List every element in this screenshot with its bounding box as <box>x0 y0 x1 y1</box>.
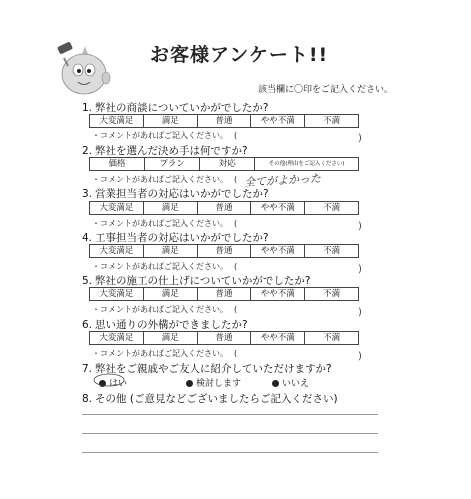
comment-close-5: ) <box>358 307 362 318</box>
question-6: 6. 思い通りの外構ができましたか? <box>82 319 248 331</box>
option-normal[interactable]: 普通 <box>198 245 252 257</box>
option-somewhat-dissatisfied[interactable]: やや不満 <box>251 288 305 300</box>
comment-line-5: ・コメントがあればご記入ください。 ( <box>92 305 238 314</box>
option-dissatisfied[interactable]: 不満 <box>323 116 341 126</box>
option-somewhat-dissatisfied[interactable]: やや不満 <box>251 202 305 214</box>
option-satisfied[interactable]: 満足 <box>144 115 198 127</box>
comment-line-6: ・コメントがあればご記入ください。 ( <box>92 349 238 358</box>
comment-line-1: ・コメントがあればご記入ください。 ( <box>92 131 238 140</box>
option-plan[interactable]: プラン <box>145 158 200 170</box>
instruction-text: 該当欄に〇印をご記入ください。 <box>258 85 394 95</box>
option-price[interactable]: 価格 <box>90 158 145 170</box>
answer-line-3[interactable] <box>82 452 378 453</box>
question-1: 1. 弊社の商談についていかがでしたか? <box>82 102 269 114</box>
radio-yes[interactable]: はい <box>99 376 127 389</box>
option-very-satisfied[interactable]: 大変満足 <box>90 332 144 344</box>
option-service[interactable]: 対応 <box>200 158 255 170</box>
question-3: 3. 営業担当者の対応はいかがでしたか? <box>82 188 269 200</box>
mascot-illustration <box>50 40 120 102</box>
question-2-options <box>89 157 359 171</box>
question-4-options <box>89 244 359 258</box>
option-somewhat-dissatisfied[interactable]: やや不満 <box>251 332 305 344</box>
option-satisfied[interactable]: 満足 <box>144 288 198 300</box>
radio-consider[interactable]: 検討します <box>186 376 241 389</box>
survey-title: お客様アンケート!! <box>150 44 329 66</box>
answer-line-1[interactable] <box>82 414 378 415</box>
option-very-satisfied[interactable]: 大変満足 <box>90 245 144 257</box>
option-dissatisfied[interactable]: 不満 <box>323 289 341 299</box>
comment-line-2: ・コメントがあればご記入ください。 ( <box>92 175 238 184</box>
handwritten-answer-2: 全てがよかった <box>243 171 322 190</box>
option-satisfied[interactable]: 満足 <box>144 332 198 344</box>
option-dissatisfied[interactable]: 不満 <box>323 246 341 256</box>
option-satisfied[interactable]: 満足 <box>144 202 198 214</box>
radio-no[interactable]: いいえ <box>272 376 309 389</box>
question-5-options <box>89 287 359 301</box>
radio-dot-icon <box>186 380 193 387</box>
question-3-options <box>89 201 359 215</box>
option-other[interactable]: その他(理由をご記入ください) <box>268 161 345 167</box>
option-normal[interactable]: 普通 <box>198 288 252 300</box>
question-4: 4. 工事担当者の対応はいかがでしたか? <box>82 232 269 244</box>
option-dissatisfied[interactable]: 不満 <box>323 333 341 343</box>
comment-line-4: ・コメントがあればご記入ください。 ( <box>92 262 238 271</box>
comment-close-1: ) <box>358 133 362 144</box>
option-satisfied[interactable]: 満足 <box>144 245 198 257</box>
question-2: 2. 弊社を選んだ決め手は何ですか? <box>82 145 248 157</box>
option-very-satisfied[interactable]: 大変満足 <box>90 115 144 127</box>
option-somewhat-dissatisfied[interactable]: やや不満 <box>251 115 305 127</box>
option-dissatisfied[interactable]: 不満 <box>323 203 341 213</box>
radio-dot-icon <box>272 380 279 387</box>
comment-close-3: ) <box>358 221 362 232</box>
question-6-options <box>89 331 359 345</box>
option-normal[interactable]: 普通 <box>198 202 252 214</box>
option-somewhat-dissatisfied[interactable]: やや不満 <box>251 245 305 257</box>
option-very-satisfied[interactable]: 大変満足 <box>90 202 144 214</box>
hand-drawn-circle-mark <box>92 372 126 388</box>
option-normal[interactable]: 普通 <box>198 115 252 127</box>
question-5: 5. 弊社の施工の仕上げについていかがでしたか? <box>82 275 311 287</box>
question-8: 8. その他 (ご意見などございましたらご記入ください) <box>82 393 338 405</box>
option-normal[interactable]: 普通 <box>198 332 252 344</box>
answer-line-2[interactable] <box>82 433 378 434</box>
comment-close-4: ) <box>358 264 362 275</box>
comment-close-6: ) <box>358 351 362 362</box>
comment-line-3: ・コメントがあればご記入ください。 ( <box>92 219 238 228</box>
question-1-options <box>89 114 359 128</box>
option-very-satisfied[interactable]: 大変満足 <box>90 288 144 300</box>
question-7: 7. 弊社をご親戚やご友人に紹介していただけますか? <box>82 363 332 375</box>
